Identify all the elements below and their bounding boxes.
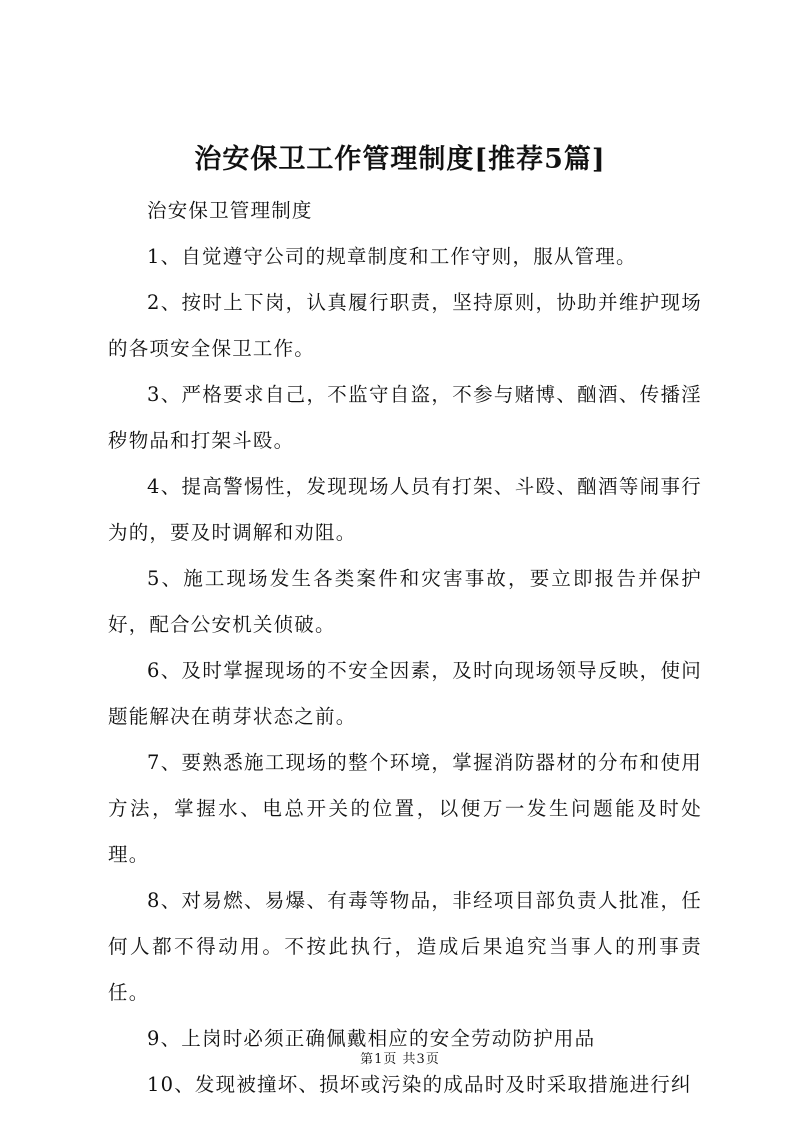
rule-item-5: 5、施工现场发生各类案件和灾害事故，要立即报告并保护好，配合公安机关侦破。 — [108, 567, 702, 636]
rule-item-1: 1、自觉遵守公司的规章制度和工作守则，服从管理。 — [147, 245, 637, 268]
section-heading: 治安保卫管理制度 — [147, 199, 313, 222]
rule-item-4: 4、提高警惕性，发现现场人员有打架、斗殴、酗酒等闹事行为的，要及时调解和劝阻。 — [108, 475, 702, 544]
page-footer: 第1页 共3页 — [360, 1052, 440, 1067]
rule-item-6: 6、及时掌握现场的不安全因素，及时向现场领导反映，使问题能解决在萌芽状态之前。 — [108, 659, 702, 728]
document-body — [108, 188, 702, 1108]
rule-item-10: 10、发现被撞坏、损坏或污染的成品时及时采取措施进行纠 — [147, 1073, 692, 1096]
rule-item-2: 2、按时上下岗，认真履行职责，坚持原则，协助并维护现场的各项安全保卫工作。 — [108, 291, 702, 360]
rule-item-9: 9、上岗时必须正确佩戴相应的安全劳动防护用品 — [147, 1027, 596, 1050]
rule-item-7: 7、要熟悉施工现场的整个环境，掌握消防器材的分布和使用方法，掌握水、电总开关的位置，以便万一发生问题能及时处理。 — [108, 751, 702, 866]
rule-item-3: 3、严格要求自己，不监守自盗，不参与赌博、酗酒、传播淫秽物品和打架斗殴。 — [108, 383, 702, 452]
document-title: 治安保卫工作管理制度[推荐5篇] — [194, 144, 606, 175]
rule-item-8: 8、对易燃、易爆、有毒等物品，非经项目部负责人批准，任何人都不得动用。不按此执行，造成后果追究当事人的刑事责任。 — [108, 889, 702, 1004]
